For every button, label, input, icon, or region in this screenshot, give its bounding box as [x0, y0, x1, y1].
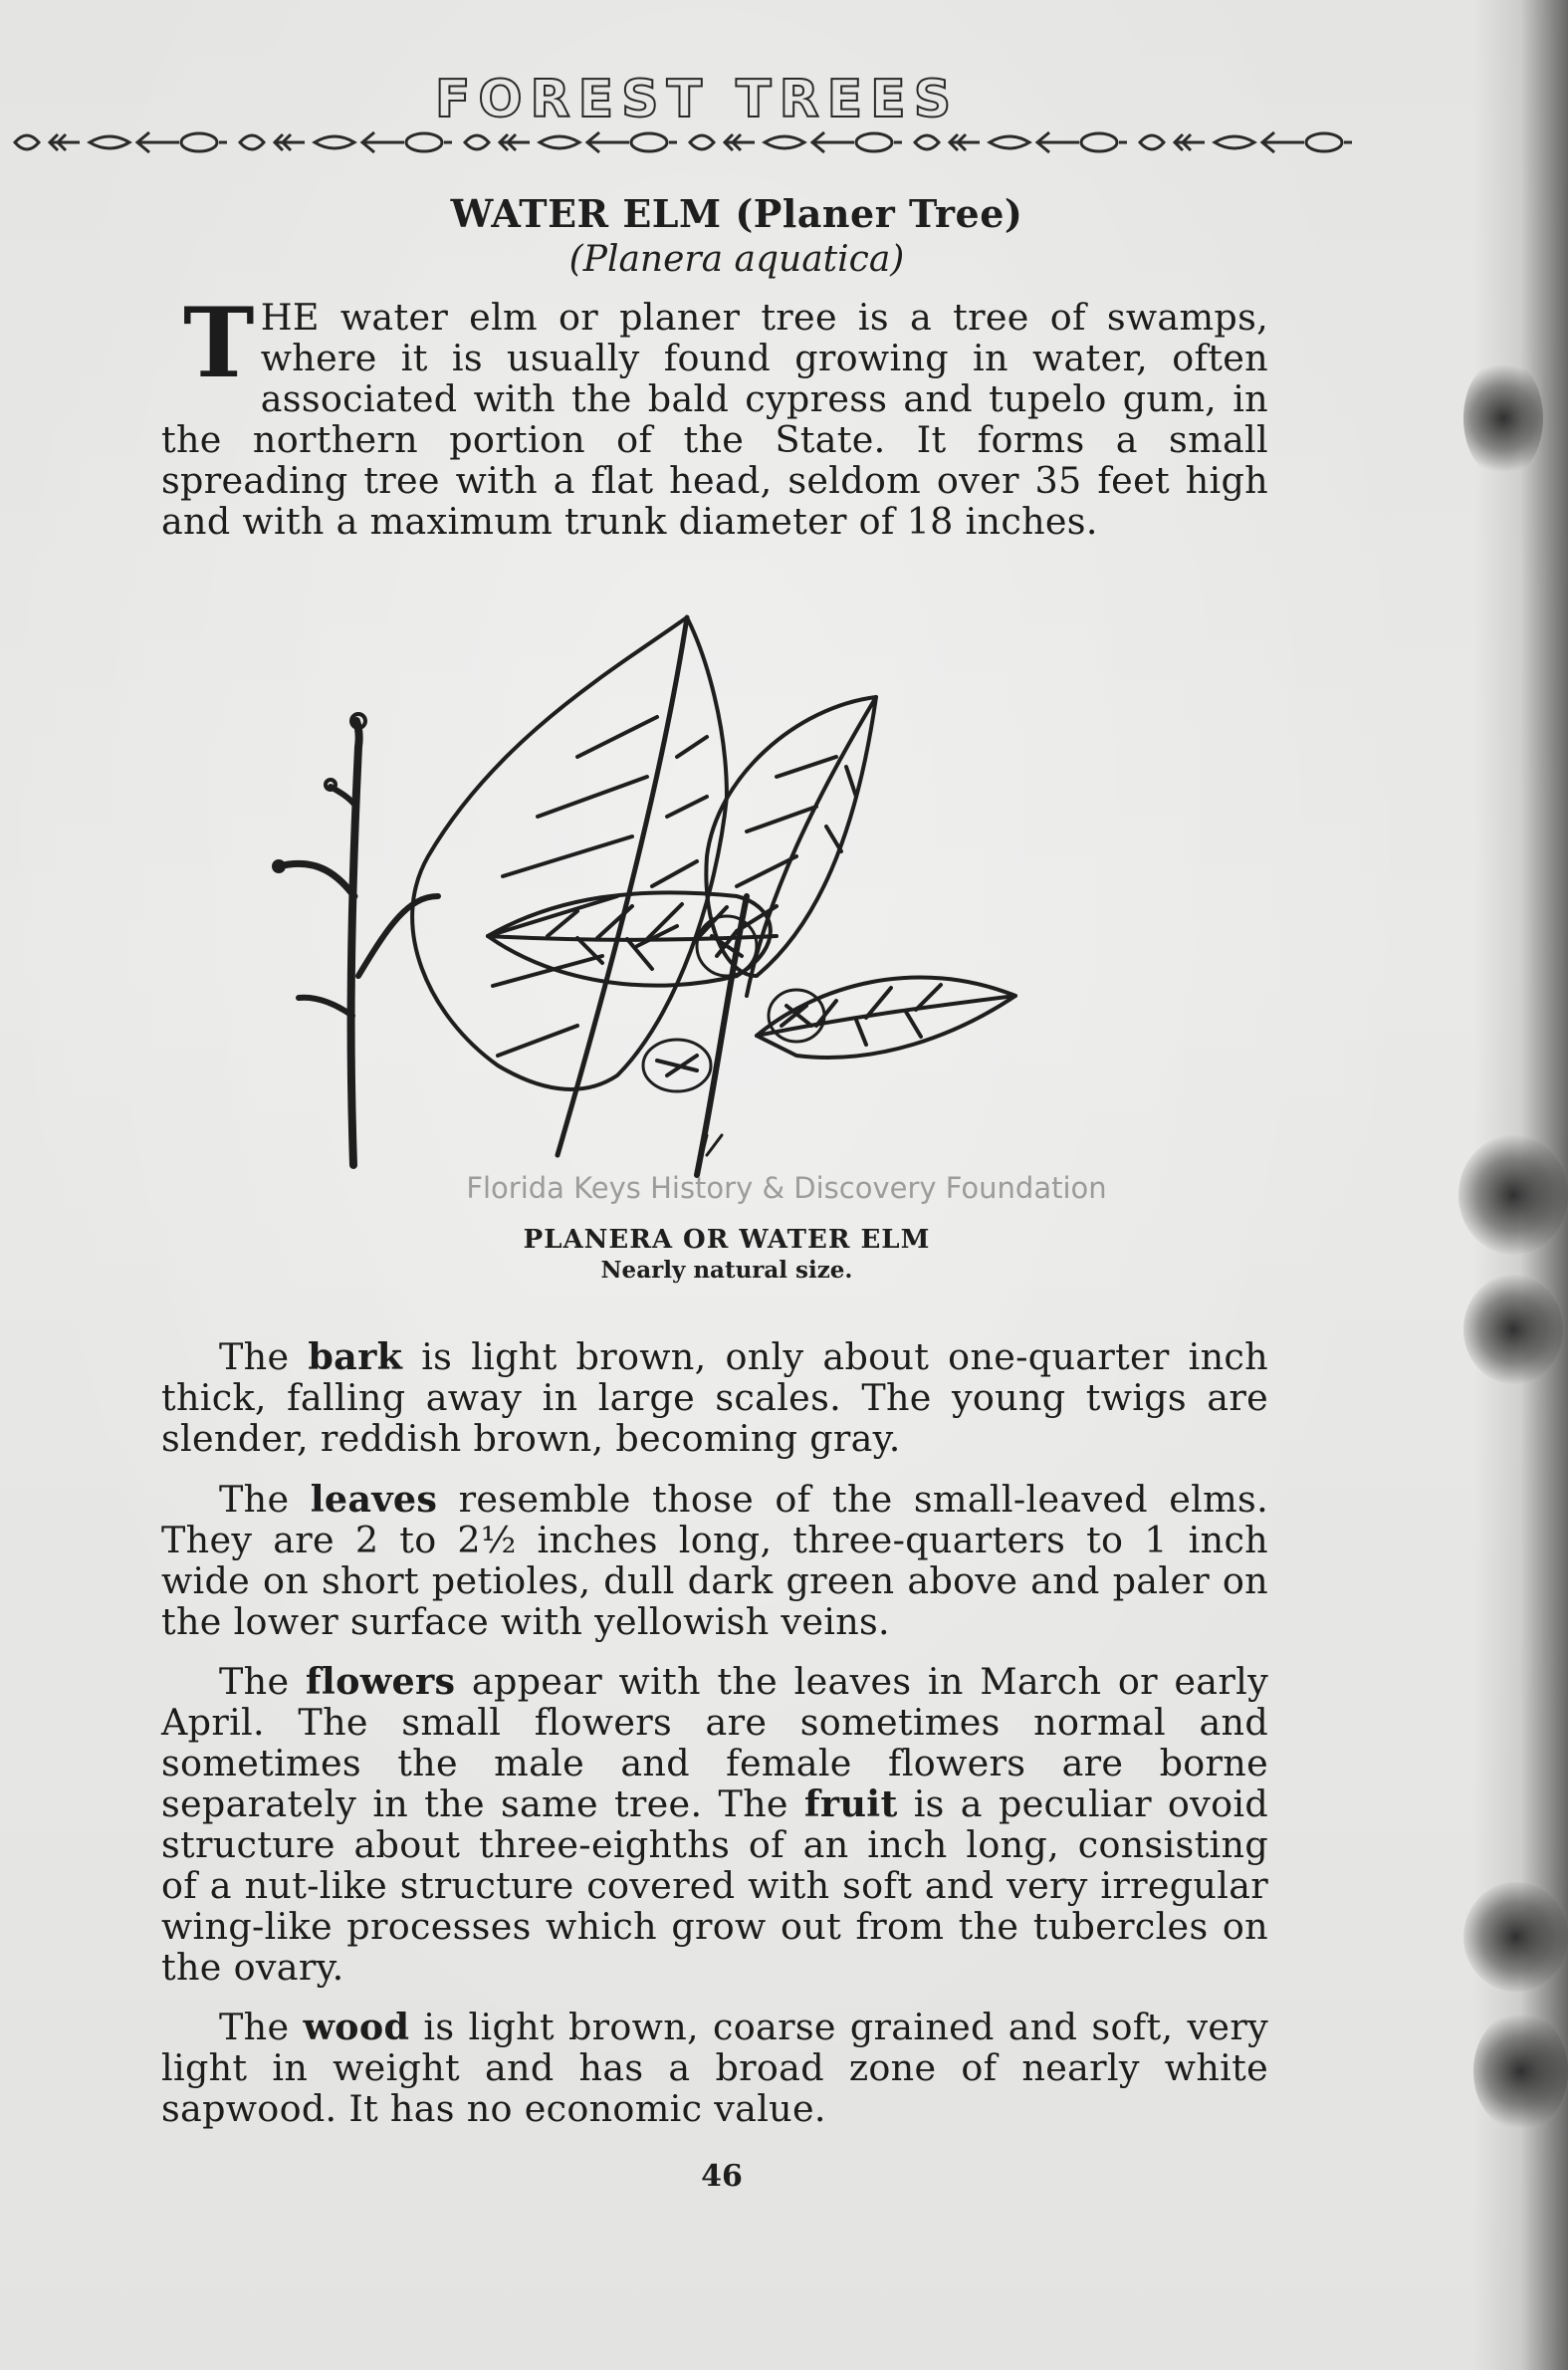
intro-paragraph — [161, 287, 1268, 543]
page-stain — [1473, 2012, 1568, 2131]
page-stain — [1458, 1135, 1568, 1255]
watermark: Florida Keys History & Discovery Foundation — [466, 1171, 1107, 1205]
bark-paragraph: The bark is light brown, only about one-quarter inch thick, falling away in large scales. The young twigs are slender, reddish brown, becoming gray. — [161, 1335, 1268, 1460]
flowers-term: flowers — [305, 1660, 456, 1703]
section-header: FOREST TREES — [434, 70, 960, 129]
planera-leaves-illustration — [259, 597, 1195, 1195]
page-stain — [1463, 1882, 1568, 1992]
wood-term: wood — [303, 2006, 410, 2048]
flowers-paragraph: The flowers appear with the leaves in March or early April. The small flowers are sometimes normal and sometimes the male and female flowers are borne separately in the same tree. The fruit is a peculiar ovoid structure about three-eighths of an inch long, consisting of a nut-like structure covered with soft and very irregular wing-like processes which grow out from the tubercles on the ovary. — [161, 1660, 1269, 1989]
page-number: 46 — [701, 2159, 743, 2194]
article-title: WATER ELM (Planer Tree) — [450, 191, 1023, 236]
page-stain — [1463, 358, 1543, 478]
drop-cap: T — [183, 287, 255, 399]
scientific-name: (Planera aquatica) — [568, 239, 905, 280]
leaves-term: leaves — [310, 1478, 438, 1521]
figure-subcaption: Nearly natural size. — [600, 1257, 853, 1284]
bark-term: bark — [308, 1335, 403, 1378]
intro-text: HE water elm or planer tree is a tree of swamps, where it is usually found growing in water, often associated with the bald cypress and tupelo gum, in the northern portion of the State. It forms a small spreading tree with a flat head, seldom over 35 feet high and with a maximum trunk diameter of 18 inches. — [161, 296, 1268, 543]
wood-paragraph: The wood is light brown, coarse grained and soft, very light in weight and has a broad zone of nearly white sapwood. It has no economic value. — [161, 2006, 1268, 2130]
leaves-paragraph: The leaves resemble those of the small-leaved elms. They are 2 to 2½ inches long, three-quarters to 1 inch wide on short petioles, dull dark green above and paler on the lower surface with yellowish veins. — [161, 1478, 1268, 1643]
page-stain — [1463, 1275, 1563, 1384]
ornament-border-icon — [10, 118, 1473, 167]
figure-caption: PLANERA OR WATER ELM — [523, 1225, 931, 1255]
fruit-term: fruit — [803, 1782, 898, 1825]
